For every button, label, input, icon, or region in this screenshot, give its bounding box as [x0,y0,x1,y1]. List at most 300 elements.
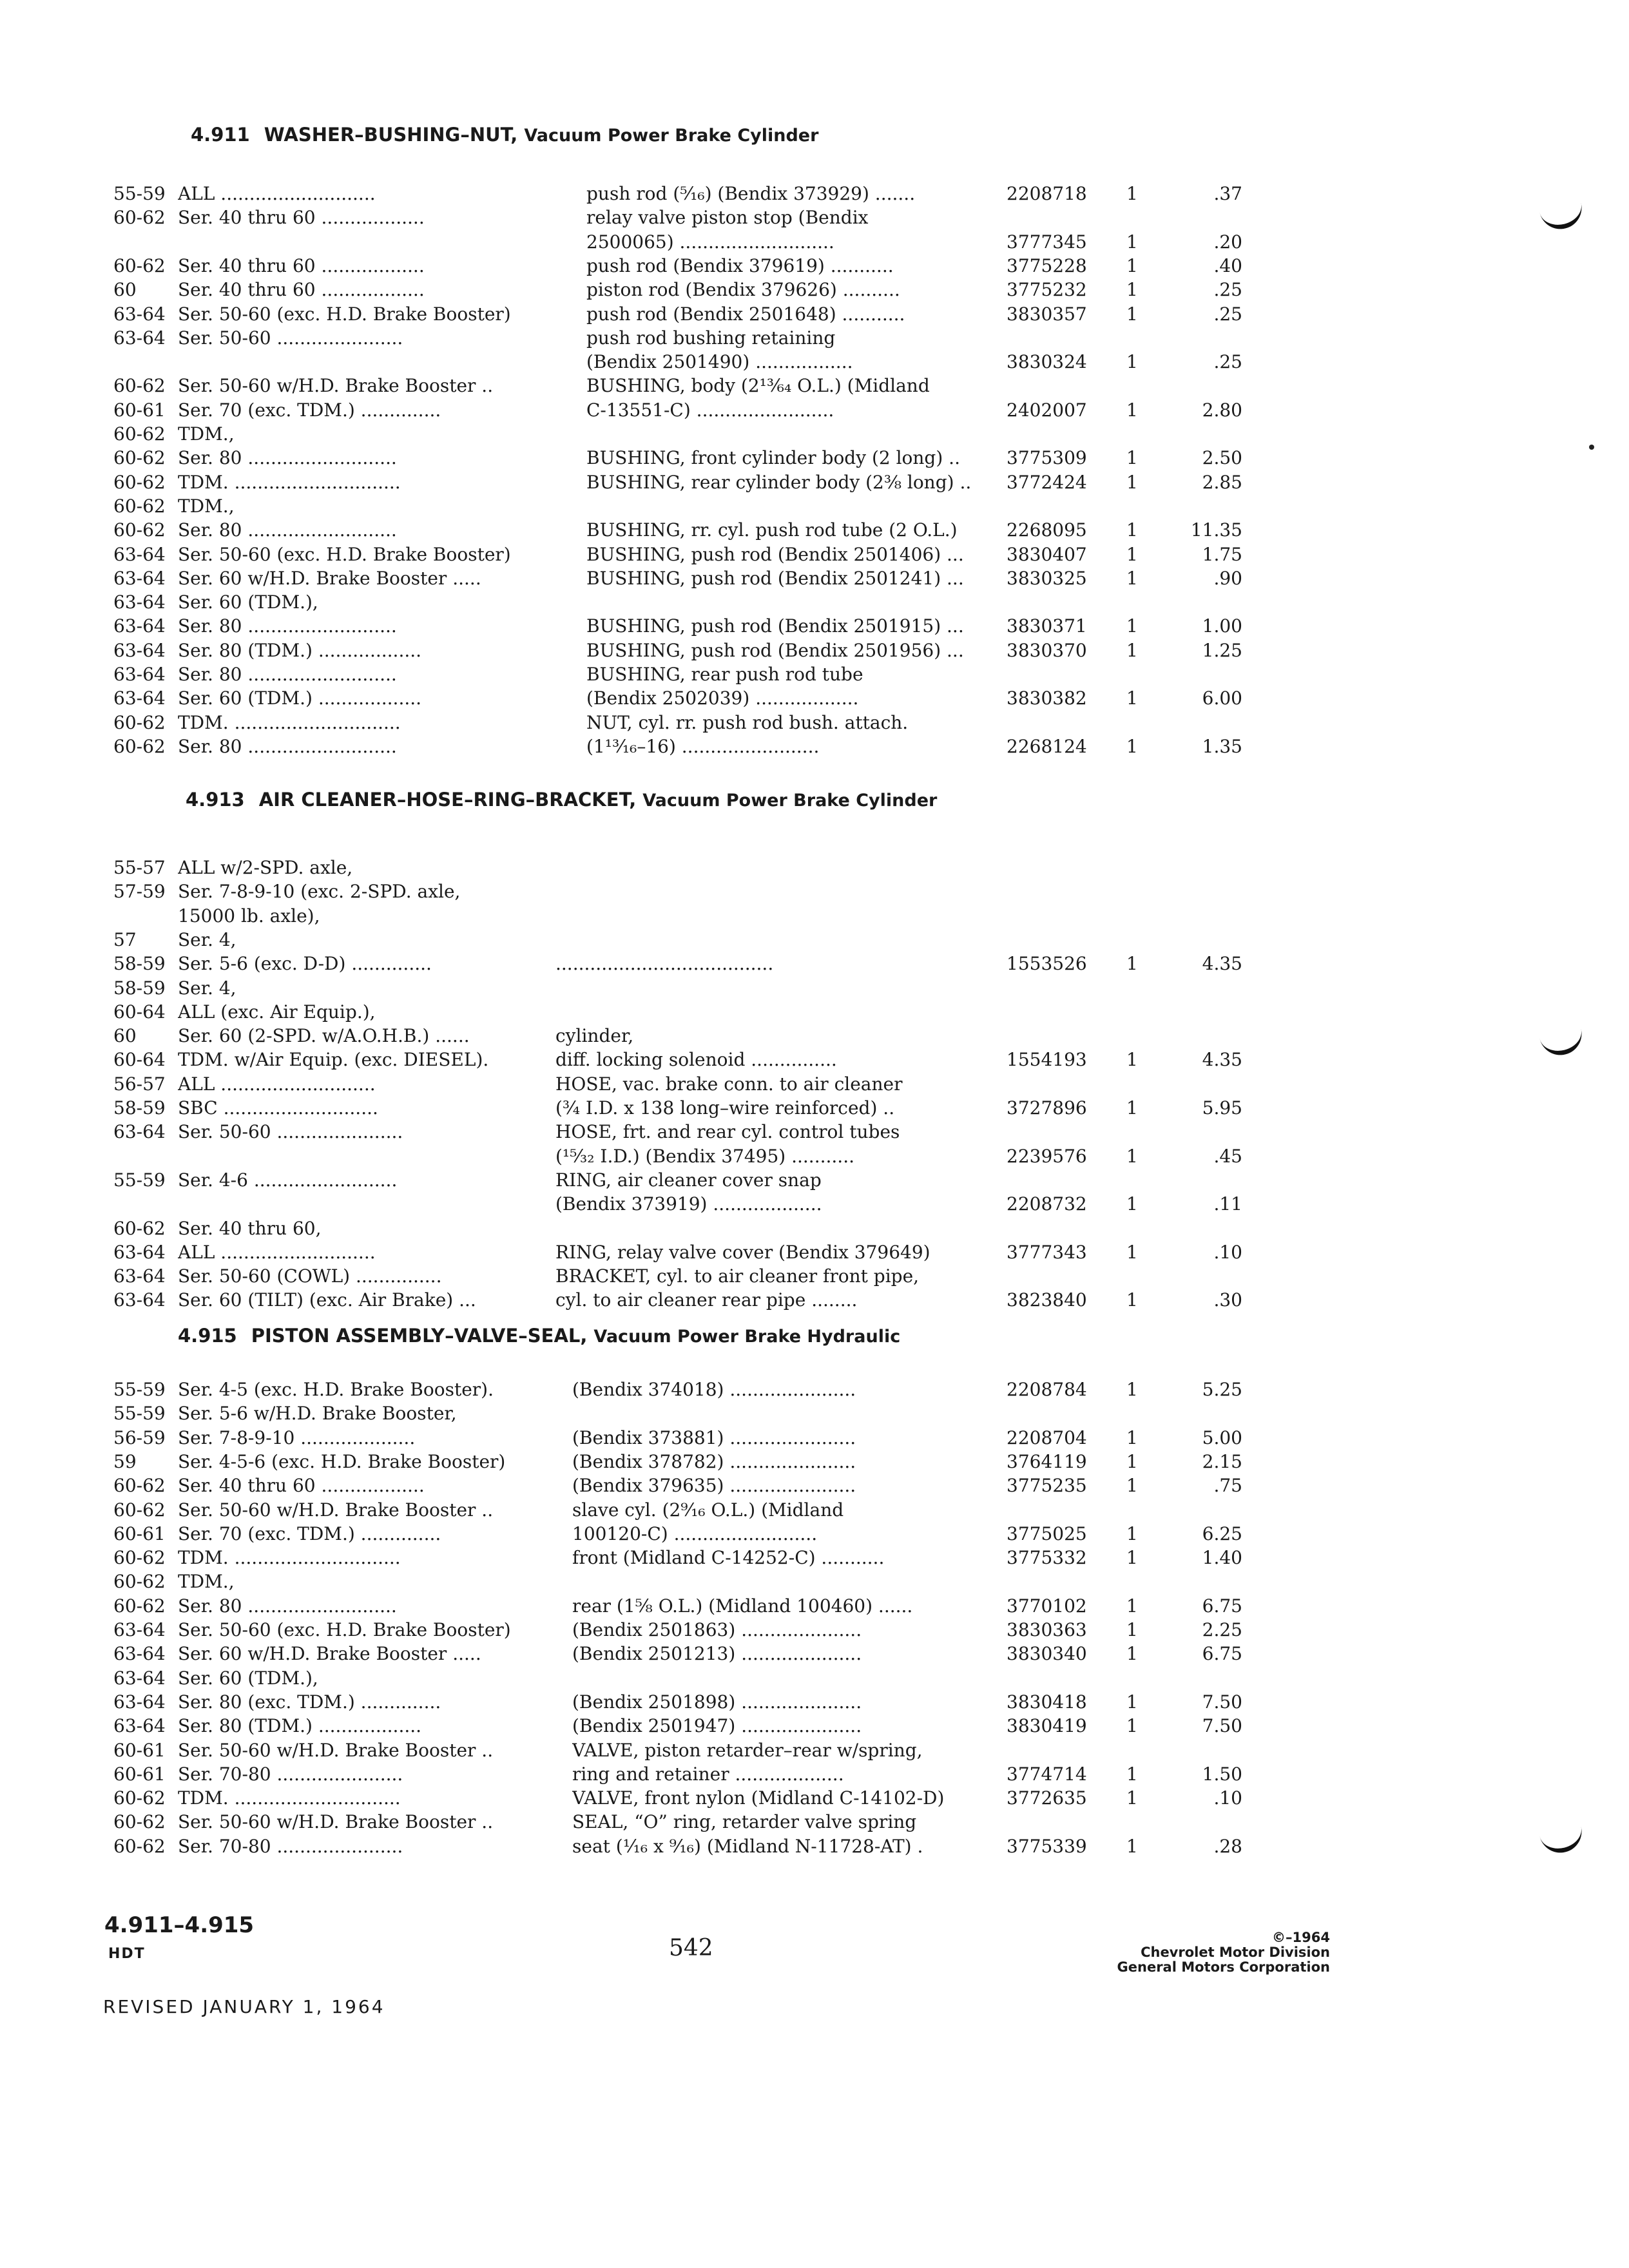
model-years: 60-62 [113,1475,166,1496]
part-description: 2500065) ........................... [586,231,834,253]
quantity: 1 [1126,736,1138,757]
part-number: 3830418 [1007,1691,1087,1713]
application: Ser. 40 thru 60 .................. [178,279,425,300]
application: Ser. 40 thru 60, [178,1218,322,1239]
application: Ser. 60 (TILT) (exc. Air Brake) ... [178,1289,476,1311]
part-description: (Bendix 2501490) ................. [586,351,853,372]
list-price: 5.00 [1202,1427,1242,1448]
part-number: 3830382 [1007,687,1087,709]
model-years: 55-59 [113,1169,166,1191]
part-number: 1554193 [1007,1049,1087,1070]
binder-hole-mark [1539,1026,1586,1060]
part-number: 2402007 [1007,399,1087,421]
application: Ser. 50-60 w/H.D. Brake Booster .. [178,1811,494,1832]
model-years: 63-64 [113,664,166,685]
part-description: relay valve piston stop (Bendix [586,207,869,228]
model-years: 60 [113,279,137,300]
model-years: 60-62 [113,1787,166,1809]
application: TDM., [178,495,235,517]
binder-hole-mark [1539,1824,1586,1858]
list-price: 7.50 [1202,1715,1242,1736]
application: Ser. 70-80 ...................... [178,1763,403,1785]
part-number: 3775332 [1007,1547,1087,1568]
list-price: 1.40 [1202,1547,1242,1568]
copyright-block [1117,1930,1330,1975]
application: Ser. 50-60 w/H.D. Brake Booster .. [178,1499,494,1521]
part-description: VALVE, piston retarder–rear w/spring, [572,1740,923,1761]
part-description: (Bendix 373881) ...................... [572,1427,856,1448]
list-price: 6.00 [1202,687,1242,709]
model-years: 60-64 [113,1001,166,1023]
application: Ser. 50-60 (exc. H.D. Brake Booster) [178,303,511,325]
list-price: .45 [1213,1146,1242,1167]
part-description: BRACKET, cyl. to air cleaner front pipe, [555,1265,920,1287]
quantity: 1 [1126,1289,1138,1311]
part-description: BUSHING, push rod (Bendix 2501241) ... [586,568,964,589]
application: Ser. 70-80 ...................... [178,1836,403,1857]
quantity: 1 [1126,183,1138,204]
model-years: 60-62 [113,519,166,541]
part-description: (Bendix 2502039) .................. [586,687,859,709]
quantity: 1 [1126,640,1138,661]
part-description: RING, relay valve cover (Bendix 379649) [555,1242,930,1263]
quantity: 1 [1126,1619,1138,1640]
list-price: 2.15 [1202,1451,1242,1472]
part-number: 3830340 [1007,1643,1087,1664]
application: Ser. 70 (exc. TDM.) .............. [178,1523,441,1544]
model-years: 60-62 [113,1499,166,1521]
model-years: 57-59 [113,881,166,902]
model-years: 60-62 [113,207,166,228]
application: Ser. 50-60 (exc. H.D. Brake Booster) [178,1619,511,1640]
model-years: 60-62 [113,472,166,493]
quantity: 1 [1126,1691,1138,1713]
model-years: 60-62 [113,736,166,757]
part-description: (1¹³⁄₁₆–16) ........................ [586,736,820,757]
part-description: BUSHING, push rod (Bendix 2501915) ... [586,615,964,637]
application: Ser. 5-6 w/H.D. Brake Booster, [178,1403,457,1424]
application: Ser. 40 thru 60 .................. [178,1475,425,1496]
part-number: 3775235 [1007,1475,1087,1496]
model-years: 55-59 [113,1379,166,1400]
part-description: rear (1⅝ O.L.) (Midland 100460) ...... [572,1595,913,1617]
list-price: 2.25 [1202,1619,1242,1640]
quantity: 1 [1126,1451,1138,1472]
application: Ser. 80 .......................... [178,615,397,637]
application: ALL w/2-SPD. axle, [178,857,353,878]
part-description: BUSHING, rear cylinder body (2⅜ long) .. [586,472,972,493]
list-price: .10 [1213,1242,1242,1263]
section-subtitle: Vacuum Power Brake Cylinder [642,791,938,811]
model-years: 60-62 [113,1571,166,1592]
footer-hdt: HDT [108,1946,146,1962]
application: ALL ........................... [178,1073,376,1095]
part-description: slave cyl. (2⁹⁄₁₆ O.L.) (Midland [572,1499,844,1521]
part-description: (Bendix 374018) ...................... [572,1379,856,1400]
quantity: 1 [1126,1836,1138,1857]
list-price: .75 [1213,1475,1242,1496]
list-price: 1.25 [1202,640,1242,661]
application: Ser. 4, [178,929,236,950]
application: Ser. 80 (TDM.) .................. [178,640,422,661]
list-price: 2.85 [1202,472,1242,493]
application: Ser. 40 thru 60 .................. [178,207,425,228]
list-price: 1.00 [1202,615,1242,637]
list-price: 6.25 [1202,1523,1242,1544]
part-number: 3770102 [1007,1595,1087,1617]
model-years: 60-61 [113,399,166,421]
part-description: seat (¹⁄₁₆ x ⁹⁄₁₆) (Midland N-11728-AT) . [572,1836,923,1857]
section-number: 4.913 [186,789,245,811]
part-description: (Bendix 2501947) ..................... [572,1715,862,1736]
list-price: 4.35 [1202,953,1242,974]
quantity: 1 [1126,447,1138,468]
part-number: 3775232 [1007,279,1087,300]
quantity: 1 [1126,1547,1138,1568]
model-years: 60-62 [113,1811,166,1832]
binder-hole-mark [1539,200,1586,234]
application: Ser. 50-60 ...................... [178,327,403,349]
part-number: 3772424 [1007,472,1087,493]
part-number: 3830324 [1007,351,1087,372]
application: Ser. 80 .......................... [178,664,397,685]
part-number: 1553526 [1007,953,1087,974]
model-years: 63-64 [113,1121,166,1142]
part-number: 3830407 [1007,544,1087,565]
list-price: 5.25 [1202,1379,1242,1400]
model-years: 63-64 [113,640,166,661]
section-title: PISTON ASSEMBLY–VALVE–SEAL, [251,1325,588,1347]
application: TDM., [178,423,235,445]
application: Ser. 7-8-9-10 (exc. 2-SPD. axle, [178,881,461,902]
part-description: BUSHING, body (2¹³⁄₆₄ O.L.) (Midland [586,375,930,396]
part-number: 3764119 [1007,1451,1087,1472]
list-price: 11.35 [1190,519,1242,541]
part-number: 3775309 [1007,447,1087,468]
part-number: 2268095 [1007,519,1087,541]
model-years: 63-64 [113,687,166,709]
application: Ser. 50-60 (exc. H.D. Brake Booster) [178,544,511,565]
quantity: 1 [1126,1242,1138,1263]
section-number: 4.915 [178,1325,237,1347]
application: ALL (exc. Air Equip.), [178,1001,376,1023]
application: Ser. 50-60 w/H.D. Brake Booster .. [178,375,494,396]
list-price: 6.75 [1202,1643,1242,1664]
section-subtitle: Vacuum Power Brake Cylinder [524,126,819,146]
part-number: 3830325 [1007,568,1087,589]
part-description: push rod (⁵⁄₁₆) (Bendix 373929) ....... [586,183,916,204]
model-years: 60-62 [113,375,166,396]
page-number: 542 [669,1935,713,1961]
model-years: 60-62 [113,447,166,468]
application: Ser. 60 (TDM.), [178,591,318,613]
part-number: 3823840 [1007,1289,1087,1311]
part-description: BUSHING, push rod (Bendix 2501956) ... [586,640,964,661]
model-years: 60-62 [113,423,166,445]
model-years: 63-64 [113,1643,166,1664]
part-description: (Bendix 2501863) ..................... [572,1619,862,1640]
part-description: BUSHING, push rod (Bendix 2501406) ... [586,544,964,565]
quantity: 1 [1126,953,1138,974]
part-description: cylinder, [555,1025,634,1046]
part-description: BUSHING, rear push rod tube [586,664,863,685]
part-description: push rod bushing retaining [586,327,836,349]
footer-section-range: 4.911–4.915 [104,1912,255,1938]
part-description: piston rod (Bendix 379626) .......... [586,279,900,300]
application: Ser. 80 .......................... [178,1595,397,1617]
model-years: 60 [113,1025,137,1046]
part-description: NUT, cyl. rr. push rod bush. attach. [586,712,909,733]
application: Ser. 50-60 ...................... [178,1121,403,1142]
part-number: 3775339 [1007,1836,1087,1857]
quantity: 1 [1126,1146,1138,1167]
model-years: 60-61 [113,1523,166,1544]
list-price: .25 [1213,303,1242,325]
application: Ser. 80 (TDM.) .................. [178,1715,422,1736]
quantity: 1 [1126,1523,1138,1544]
list-price: .30 [1213,1289,1242,1311]
application: Ser. 7-8-9-10 .................... [178,1427,416,1448]
quantity: 1 [1126,1193,1138,1215]
quantity: 1 [1126,1715,1138,1736]
application: Ser. 5-6 (exc. D-D) .............. [178,953,432,974]
part-description: HOSE, frt. and rear cyl. control tubes [555,1121,900,1142]
part-description: push rod (Bendix 379619) ........... [586,255,894,276]
part-description: cyl. to air cleaner rear pipe ........ [555,1289,858,1311]
model-years: 63-64 [113,327,166,349]
section-heading-4915 [178,1325,900,1347]
part-number: 3830363 [1007,1619,1087,1640]
part-number: 2208704 [1007,1427,1087,1448]
part-number: 2208732 [1007,1193,1087,1215]
quantity: 1 [1126,472,1138,493]
application: TDM. ............................. [178,712,401,733]
part-description: (Bendix 2501898) ..................... [572,1691,862,1713]
part-number: 2208718 [1007,183,1087,204]
model-years: 63-64 [113,1667,166,1689]
model-years: 63-64 [113,1619,166,1640]
part-number: 3830357 [1007,303,1087,325]
model-years: 60-64 [113,1049,166,1070]
model-years: 63-64 [113,1691,166,1713]
application: Ser. 60 w/H.D. Brake Booster ..... [178,1643,481,1664]
part-number: 3772635 [1007,1787,1087,1809]
application: Ser. 4-5-6 (exc. H.D. Brake Booster) [178,1451,506,1472]
application: SBC ........................... [178,1097,378,1119]
part-number: 3775228 [1007,255,1087,276]
application: Ser. 80 .......................... [178,519,397,541]
application: Ser. 80 .......................... [178,736,397,757]
application: Ser. 50-60 (COWL) ............... [178,1265,442,1287]
scan-speck [1589,445,1594,450]
section-subtitle: Vacuum Power Brake Hydraulic [593,1327,901,1347]
application: Ser. 4-5 (exc. H.D. Brake Booster). [178,1379,494,1400]
part-description: (¾ I.D. x 138 long–wire reinforced) .. [555,1097,895,1119]
section-heading-4911 [191,124,818,146]
corporation-name: General Motors Corporation [1117,1959,1330,1975]
application: Ser. 4, [178,977,236,999]
model-years: 60-62 [113,712,166,733]
part-description: (Bendix 378782) ...................... [572,1451,856,1472]
model-years: 60-61 [113,1740,166,1761]
section-title: WASHER–BUSHING–NUT, [264,124,518,146]
section-number: 4.911 [191,124,250,146]
model-years: 60-62 [113,495,166,517]
revision-date: REVISED JANUARY 1, 1964 [103,1996,385,2017]
list-price: .90 [1213,568,1242,589]
list-price: 1.50 [1202,1763,1242,1785]
list-price: 2.80 [1202,399,1242,421]
application: Ser. 80 .......................... [178,447,397,468]
model-years: 60-62 [113,1595,166,1617]
model-years: 63-64 [113,615,166,637]
application: Ser. 4-6 ......................... [178,1169,398,1191]
list-price: 7.50 [1202,1691,1242,1713]
part-description: HOSE, vac. brake conn. to air cleaner [555,1073,903,1095]
part-number: 2239576 [1007,1146,1087,1167]
list-price: .10 [1213,1787,1242,1809]
application: TDM. ............................. [178,472,401,493]
model-years: 56-59 [113,1427,166,1448]
part-description: SEAL, “O” ring, retarder valve spring [572,1811,917,1832]
list-price: .37 [1213,183,1242,204]
list-price: .20 [1213,231,1242,253]
part-description: (Bendix 2501213) ..................... [572,1643,862,1664]
model-years: 55-59 [113,183,166,204]
quantity: 1 [1126,351,1138,372]
model-years: 55-59 [113,1403,166,1424]
part-description: BUSHING, rr. cyl. push rod tube (2 O.L.) [586,519,958,541]
model-years: 63-64 [113,1715,166,1736]
model-years: 56-57 [113,1073,166,1095]
part-description: 100120-C) ......................... [572,1523,818,1544]
part-number: 3727896 [1007,1097,1087,1119]
part-description: C-13551-C) ........................ [586,399,834,421]
part-description: VALVE, front nylon (Midland C-14102-D) [572,1787,945,1809]
model-years: 60-62 [113,1218,166,1239]
quantity: 1 [1126,1379,1138,1400]
model-years: 58-59 [113,977,166,999]
quantity: 1 [1126,1787,1138,1809]
quantity: 1 [1126,687,1138,709]
application: TDM., [178,1571,235,1592]
part-description: ...................................... [555,953,774,974]
part-description: push rod (Bendix 2501648) ........... [586,303,905,325]
list-price: 6.75 [1202,1595,1242,1617]
application: Ser. 60 (TDM.) .................. [178,687,422,709]
application: Ser. 60 w/H.D. Brake Booster ..... [178,568,481,589]
model-years: 63-64 [113,1265,166,1287]
quantity: 1 [1126,1049,1138,1070]
model-years: 59 [113,1451,137,1472]
list-price: .25 [1213,279,1242,300]
quantity: 1 [1126,399,1138,421]
application: Ser. 40 thru 60 .................. [178,255,425,276]
model-years: 60-62 [113,1836,166,1857]
list-price: 1.75 [1202,544,1242,565]
part-description: BUSHING, front cylinder body (2 long) .. [586,447,960,468]
part-number: 3775025 [1007,1523,1087,1544]
list-price: .40 [1213,255,1242,276]
model-years: 63-64 [113,568,166,589]
quantity: 1 [1126,1475,1138,1496]
model-years: 63-64 [113,544,166,565]
quantity: 1 [1126,615,1138,637]
quantity: 1 [1126,1643,1138,1664]
model-years: 60-62 [113,1547,166,1568]
list-price: .25 [1213,351,1242,372]
model-years: 55-57 [113,857,166,878]
model-years: 58-59 [113,1097,166,1119]
model-years: 63-64 [113,1242,166,1263]
part-description: (Bendix 379635) ...................... [572,1475,856,1496]
list-price: 2.50 [1202,447,1242,468]
part-description: (Bendix 373919) ................... [555,1193,822,1215]
part-number: 3774714 [1007,1763,1087,1785]
model-years: 60-61 [113,1763,166,1785]
section-heading-4913 [186,789,937,811]
quantity: 1 [1126,544,1138,565]
part-number: 3777343 [1007,1242,1087,1263]
part-number: 2268124 [1007,736,1087,757]
application: TDM. ............................. [178,1547,401,1568]
model-years: 63-64 [113,303,166,325]
application: Ser. 60 (2-SPD. w/A.O.H.B.) ...... [178,1025,470,1046]
part-description: RING, air cleaner cover snap [555,1169,822,1191]
list-price: .11 [1213,1193,1242,1215]
quantity: 1 [1126,1763,1138,1785]
copyright-year: ©–1964 [1272,1930,1330,1945]
list-price: 5.95 [1202,1097,1242,1119]
quantity: 1 [1126,231,1138,253]
application: ALL ........................... [178,183,376,204]
quantity: 1 [1126,303,1138,325]
model-years: 60-62 [113,255,166,276]
model-years: 57 [113,929,137,950]
application: Ser. 50-60 w/H.D. Brake Booster .. [178,1740,494,1761]
list-price: .28 [1213,1836,1242,1857]
part-number: 3830419 [1007,1715,1087,1736]
section-title: AIR CLEANER–HOSE–RING–BRACKET, [258,789,637,811]
part-number: 3830370 [1007,640,1087,661]
quantity: 1 [1126,1097,1138,1119]
quantity: 1 [1126,279,1138,300]
application: TDM. ............................. [178,1787,401,1809]
part-number: 3830371 [1007,615,1087,637]
application: Ser. 60 (TDM.), [178,1667,318,1689]
quantity: 1 [1126,255,1138,276]
quantity: 1 [1126,1595,1138,1617]
quantity: 1 [1126,519,1138,541]
part-description: ring and retainer ................... [572,1763,844,1785]
division-name: Chevrolet Motor Division [1141,1945,1330,1960]
list-price: 1.35 [1202,736,1242,757]
part-description: diff. locking solenoid ............... [555,1049,837,1070]
model-years: 63-64 [113,591,166,613]
application: TDM. w/Air Equip. (exc. DIESEL). [178,1049,489,1070]
model-years: 63-64 [113,1289,166,1311]
application: Ser. 80 (exc. TDM.) .............. [178,1691,441,1713]
part-number: 3777345 [1007,231,1087,253]
application: 15000 lb. axle), [178,905,320,927]
part-description: (¹⁵⁄₃₂ I.D.) (Bendix 37495) ........... [555,1146,855,1167]
list-price: 4.35 [1202,1049,1242,1070]
part-number: 2208784 [1007,1379,1087,1400]
model-years: 58-59 [113,953,166,974]
quantity: 1 [1126,1427,1138,1448]
application: ALL ........................... [178,1242,376,1263]
part-description: front (Midland C-14252-C) ........... [572,1547,885,1568]
